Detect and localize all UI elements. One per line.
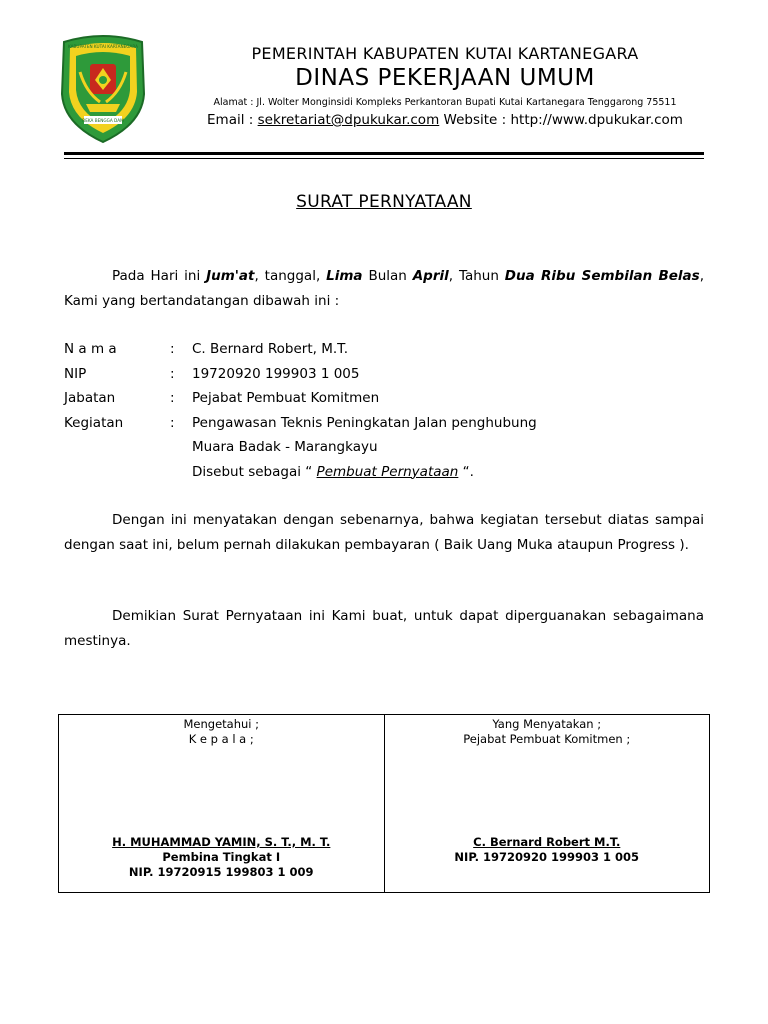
- contact-line: [160, 111, 730, 129]
- intro-date: Lima: [326, 268, 363, 284]
- sig-right-nip: NIP. 19720920 199903 1 005: [454, 850, 640, 864]
- sig-left-rank: Pembina Tingkat I: [162, 850, 281, 864]
- field-label: N a m a: [64, 341, 117, 357]
- letterhead-thin-rule: [64, 158, 704, 159]
- closing-paragraph: Demikian Surat Pernyataan ini Kami buat, untuk dapat diperguanakan sebagaimana mestinya.: [64, 608, 704, 649]
- sig-left-line2: K e p a l a ;: [188, 732, 254, 746]
- intro-text-3: Bulan: [362, 268, 413, 284]
- field-label: Jabatan: [64, 390, 116, 406]
- government-name: PEMERINTAH KABUPATEN KUTAI KARTANEGARA: [251, 44, 639, 63]
- field-row-disebut: [64, 460, 704, 485]
- department-name: DINAS PEKERJAAN UMUM: [295, 65, 595, 91]
- crest-top-text: KABUPATEN KUTAI KARTANEGARA: [67, 44, 139, 49]
- website-label: Website :: [439, 112, 511, 128]
- letterhead-thick-rule: [64, 152, 704, 155]
- regency-crest-logo: [56, 32, 150, 144]
- field-row-jabatan: [64, 386, 704, 411]
- field-row-nama: [64, 337, 704, 362]
- field-label: NIP: [64, 365, 87, 382]
- sig-right-name: C. Bernard Robert M.T.: [473, 835, 621, 849]
- letterhead: [160, 44, 730, 129]
- signature-table: [58, 714, 710, 893]
- intro-text-1: Pada Hari ini: [112, 268, 207, 284]
- disebut-term: Pembuat Pernyataan: [316, 463, 459, 480]
- office-address: Alamat : Jl. Wolter Monginsidi Kompleks Perkantoran Bupati Kutai Kartanegara Tenggarong 75511: [213, 97, 677, 108]
- field-value: C. Bernard Robert, M.T.: [192, 341, 349, 357]
- field-label: Kegiatan: [64, 414, 124, 431]
- signature-cell-left: [59, 715, 384, 892]
- statement-paragraph: Dengan ini menyatakan dengan sebenarnya, bahwa kegiatan tersebut diatas sampai dengan saat ini, belum pernah dilakukan pembayaran ( Baik Uang Muka ataupun Progress ).: [64, 512, 704, 553]
- intro-text-4: , Tahun: [448, 268, 505, 284]
- identity-fields: [64, 337, 704, 484]
- intro-month: April: [412, 268, 449, 284]
- field-colon: :: [170, 365, 175, 382]
- field-row-nip: [64, 362, 704, 387]
- sig-right-line2: Pejabat Pembuat Komitmen ;: [463, 732, 631, 746]
- email-link[interactable]: sekretariat@dpukukar.com: [257, 112, 440, 128]
- sig-left-name: H. MUHAMMAD YAMIN, S. T., M. T.: [112, 835, 331, 849]
- intro-year: Dua Ribu Sembilan Belas: [504, 268, 700, 284]
- signature-cell-right: [384, 715, 710, 892]
- intro-paragraph: [64, 264, 704, 313]
- intro-day: Jum'at: [206, 268, 255, 284]
- document-title: SURAT PERNYATAAN: [296, 192, 472, 212]
- field-row-kegiatan: [64, 411, 704, 436]
- website-link[interactable]: http://www.dpukukar.com: [510, 112, 683, 128]
- email-label: Email :: [207, 112, 258, 128]
- field-row-kegiatan-continued: [64, 435, 704, 460]
- field-value: Pengawasan Teknis Peningkatan Jalan penghubung: [192, 414, 537, 431]
- intro-text-5: , Kami yang bertandatangan dibawah ini :: [64, 268, 704, 309]
- disebut-prefix: Disebut sebagai “: [192, 463, 317, 480]
- intro-text-2: , tanggal,: [254, 268, 327, 284]
- sig-left-nip: NIP. 19720915 199803 1 009: [128, 865, 314, 879]
- sig-left-line1: Mengetahui ;: [183, 717, 260, 731]
- disebut-line: [192, 460, 704, 485]
- field-colon: :: [170, 414, 175, 431]
- disebut-suffix: “.: [458, 463, 474, 480]
- sig-right-line1: Yang Menyatakan ;: [492, 717, 602, 731]
- field-colon: :: [170, 390, 175, 406]
- field-value: 19720920 199903 1 005: [192, 365, 360, 382]
- crest-motto-text: REKA BENGGA DAM: [82, 118, 124, 123]
- field-colon: :: [170, 341, 175, 357]
- kegiatan-continued: Muara Badak - Marangkayu: [192, 439, 378, 455]
- field-value: Pejabat Pembuat Komitmen: [192, 390, 380, 406]
